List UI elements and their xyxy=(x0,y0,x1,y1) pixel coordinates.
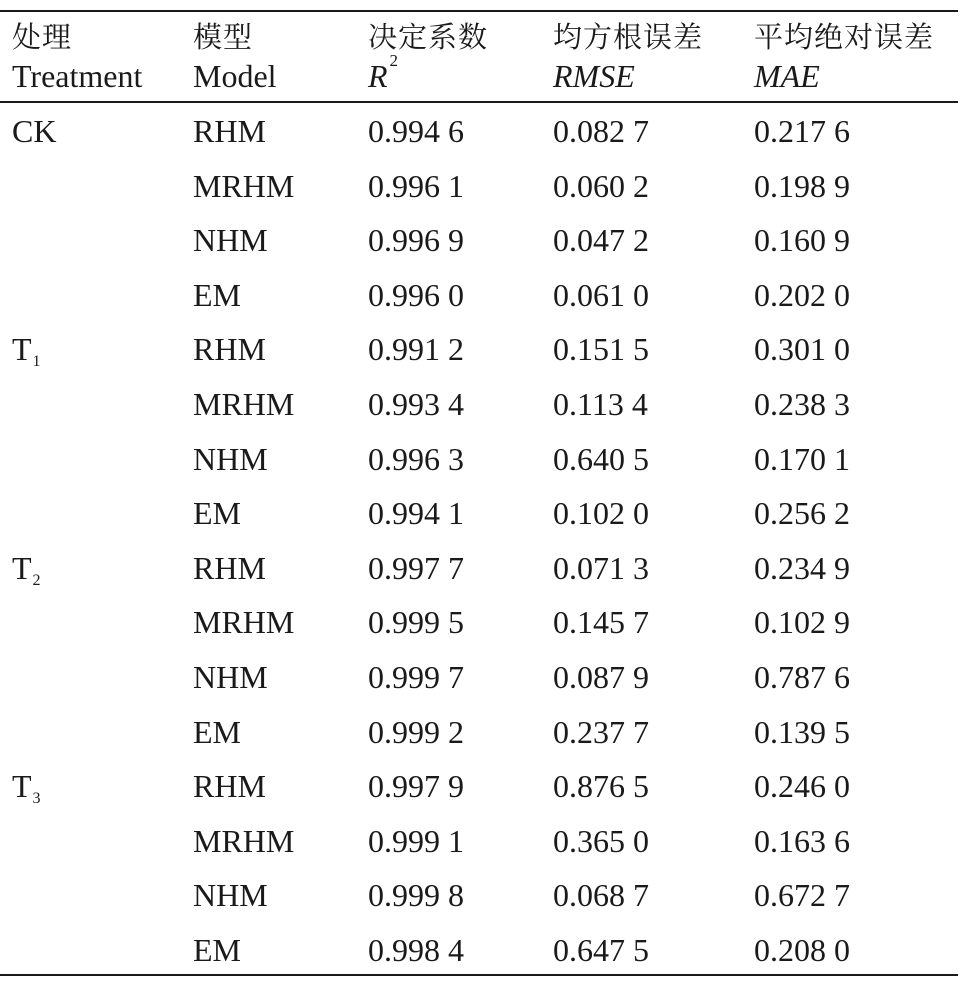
cell-mae: 0.208 0 xyxy=(754,931,850,968)
table-row xyxy=(0,705,960,760)
cell-mae: 0.198 9 xyxy=(754,167,850,204)
header-treatment-en: Treatment xyxy=(12,58,143,94)
cell-treatment xyxy=(12,868,13,929)
cell-treatment xyxy=(12,595,13,656)
cell-model: EM xyxy=(193,495,241,532)
table-row xyxy=(0,868,960,923)
header-model-en: Model xyxy=(193,58,277,94)
cell-treatment xyxy=(12,213,13,274)
treatment-label: T xyxy=(12,768,32,805)
cell-model: NHM xyxy=(193,877,268,914)
cell-r2: 0.997 7 xyxy=(368,549,464,586)
cell-r2: 0.996 3 xyxy=(368,440,464,477)
cell-mae: 0.787 6 xyxy=(754,658,850,695)
cell-r2: 0.999 2 xyxy=(368,713,464,750)
cell-r2: 0.996 1 xyxy=(368,167,464,204)
treatment-subscript: 1 xyxy=(32,353,41,371)
cell-mae: 0.160 9 xyxy=(754,222,850,259)
table-row xyxy=(0,104,960,159)
header-r2-zh: 决定系数 xyxy=(368,20,489,54)
cell-treatment xyxy=(12,650,13,711)
table-row xyxy=(0,595,960,650)
cell-treatment xyxy=(12,814,13,875)
cell-mae: 0.256 2 xyxy=(754,495,850,532)
cell-rmse: 0.068 7 xyxy=(553,877,649,914)
table-row xyxy=(0,759,960,814)
table-row xyxy=(0,486,960,541)
table-row xyxy=(0,159,960,214)
cell-r2: 0.996 0 xyxy=(368,276,464,313)
table-row xyxy=(0,377,960,432)
treatment-label: T xyxy=(12,549,32,586)
cell-r2: 0.999 1 xyxy=(368,822,464,859)
cell-model: RHM xyxy=(193,768,266,805)
cell-model: NHM xyxy=(193,222,268,259)
header-r2-superscript: 2 xyxy=(389,51,399,70)
cell-rmse: 0.087 9 xyxy=(553,658,649,695)
treatment-subscript: 2 xyxy=(32,571,41,589)
cell-r2: 0.998 4 xyxy=(368,931,464,968)
cell-rmse: 0.151 5 xyxy=(553,331,649,368)
table-row xyxy=(0,268,960,323)
cell-r2: 0.997 9 xyxy=(368,768,464,805)
cell-mae: 0.217 6 xyxy=(754,113,850,149)
cell-mae: 0.202 0 xyxy=(754,276,850,313)
cell-model: MRHM xyxy=(193,822,295,859)
cell-rmse: 0.113 4 xyxy=(553,385,648,422)
table-row xyxy=(0,322,960,377)
table-header-rule xyxy=(0,101,958,103)
cell-rmse: 0.647 5 xyxy=(553,931,649,968)
table-bottom-rule xyxy=(0,974,958,976)
cell-r2: 0.999 8 xyxy=(368,877,464,914)
cell-mae: 0.246 0 xyxy=(754,768,850,805)
header-model xyxy=(193,12,277,100)
cell-rmse: 0.047 2 xyxy=(553,222,649,259)
cell-model: NHM xyxy=(193,440,268,477)
cell-mae: 0.672 7 xyxy=(754,877,850,914)
cell-r2: 0.999 5 xyxy=(368,604,464,641)
cell-rmse: 0.640 5 xyxy=(553,440,649,477)
header-rmse-symbol: RMSE xyxy=(553,58,635,94)
header-r2-symbol-line xyxy=(368,51,488,100)
cell-r2: 0.999 7 xyxy=(368,658,464,695)
header-rmse xyxy=(553,12,703,100)
cell-treatment xyxy=(12,268,13,329)
table-body xyxy=(0,104,960,978)
cell-model: RHM xyxy=(193,549,266,586)
cell-rmse: 0.365 0 xyxy=(553,822,649,859)
cell-r2: 0.994 6 xyxy=(368,113,464,149)
header-treatment-zh: 处理 xyxy=(12,20,73,54)
table-row xyxy=(0,923,960,978)
table-header xyxy=(0,12,960,100)
cell-treatment xyxy=(12,377,13,438)
table-row xyxy=(0,432,960,487)
cell-mae: 0.102 9 xyxy=(754,604,850,641)
cell-treatment xyxy=(12,486,13,547)
cell-treatment xyxy=(12,159,13,220)
treatment-label: CK xyxy=(12,113,57,149)
header-mae-zh: 平均绝对误差 xyxy=(754,20,935,54)
header-r2-symbol: R xyxy=(368,58,388,94)
table-row xyxy=(0,650,960,705)
cell-r2: 0.996 9 xyxy=(368,222,464,259)
cell-treatment xyxy=(12,104,57,165)
header-treatment xyxy=(12,12,142,100)
header-mae xyxy=(754,12,934,100)
cell-model: EM xyxy=(193,276,241,313)
header-mae-symbol: MAE xyxy=(754,58,820,94)
cell-mae: 0.163 6 xyxy=(754,822,850,859)
table-row xyxy=(0,814,960,869)
cell-model: MRHM xyxy=(193,385,295,422)
table-row xyxy=(0,213,960,268)
cell-mae: 0.234 9 xyxy=(754,549,850,586)
cell-r2: 0.994 1 xyxy=(368,495,464,532)
cell-treatment xyxy=(12,759,41,820)
cell-model: NHM xyxy=(193,658,268,695)
cell-model: MRHM xyxy=(193,604,295,641)
cell-treatment xyxy=(12,322,41,383)
cell-rmse: 0.145 7 xyxy=(553,604,649,641)
cell-rmse: 0.082 7 xyxy=(553,113,649,149)
header-model-zh: 模型 xyxy=(193,20,254,54)
cell-model: RHM xyxy=(193,331,266,368)
cell-rmse: 0.060 2 xyxy=(553,167,649,204)
cell-mae: 0.238 3 xyxy=(754,385,850,422)
cell-model: MRHM xyxy=(193,167,295,204)
cell-mae: 0.170 1 xyxy=(754,440,850,477)
cell-rmse: 0.876 5 xyxy=(553,768,649,805)
cell-rmse: 0.071 3 xyxy=(553,549,649,586)
cell-rmse: 0.237 7 xyxy=(553,713,649,750)
cell-model: EM xyxy=(193,931,241,968)
cell-mae: 0.139 5 xyxy=(754,713,850,750)
treatment-subscript: 3 xyxy=(32,790,41,808)
table-row xyxy=(0,541,960,596)
header-rmse-zh: 均方根误差 xyxy=(553,20,704,54)
cell-r2: 0.991 2 xyxy=(368,331,464,368)
cell-treatment xyxy=(12,432,13,493)
cell-mae: 0.301 0 xyxy=(754,331,850,368)
treatment-label: T xyxy=(12,331,32,368)
cell-rmse: 0.061 0 xyxy=(553,276,649,313)
cell-r2: 0.993 4 xyxy=(368,385,464,422)
header-r2 xyxy=(368,12,488,100)
cell-model: EM xyxy=(193,713,241,750)
cell-rmse: 0.102 0 xyxy=(553,495,649,532)
cell-model: RHM xyxy=(193,113,266,149)
cell-treatment xyxy=(12,705,13,766)
cell-treatment xyxy=(12,541,41,602)
